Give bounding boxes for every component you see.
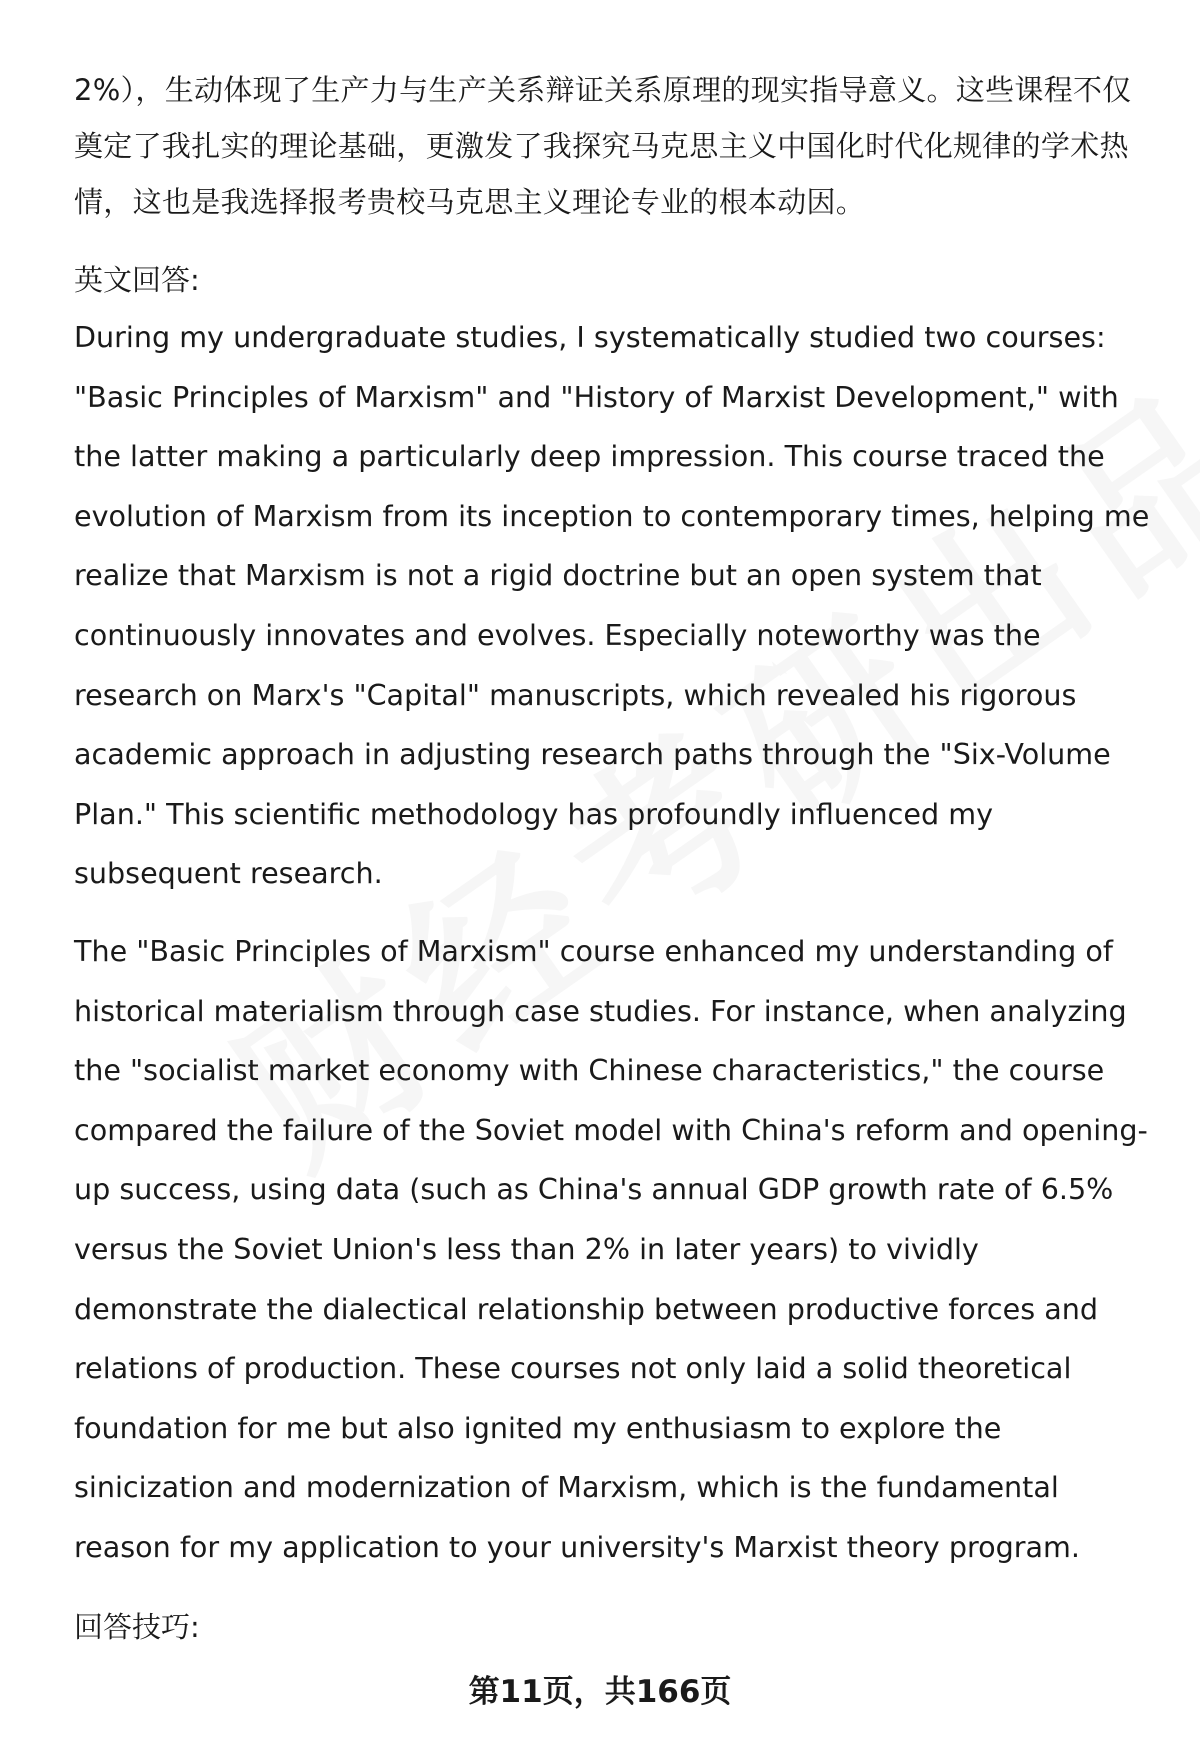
english-answer-paragraph-2: The "Basic Principles of Marxism" course enhanced my understanding of historical materialism through case studies. For instance, when analyzing the "socialist market economy with Chinese characteristics," the course compared the failure of the Soviet model with China's reform and opening-up success, using data (such as China's annual GDP growth rate of 6.5% versus the Soviet Union's less than 2% in later years) to vividly demonstrate the dialectical relationship between productive forces and relations of production. These courses not only laid a solid theoretical foundation for me but also ignited my enthusiasm to explore the sinicization and modernization of Marxism, which is the fundamental reason for my application to your university's Marxist theory program. bbox=[74, 933, 1148, 1564]
english-answer-paragraph-1: During my undergraduate studies, I systematically studied two courses: "Basic Principles of Marxism" and "History of Marxist Development," with the latter making a particularly deep impression. This course traced the evolution of Marxism from its inception to contemporary times, helping me realize that Marxism is not a rigid doctrine but an open system that continuously innovates and evolves. Especially noteworthy was the research on Marx's "Capital" manuscripts, which revealed his rigorous academic approach in adjusting research paths through the "Six-Volume Plan." This scientific methodology has profoundly influenced my subsequent research. bbox=[74, 320, 1150, 891]
page-number-footer: 第11页，共166页 bbox=[468, 1674, 732, 1710]
chinese-answer-paragraph: 2%），生动体现了生产力与生产关系辩证关系原理的现实指导意义。这些课程不仅奠定了我扎实的理论基础，更激发了我探究马克思主义中国化时代化规律的学术热情，这也是我选择报考贵校马克思主义理论专业的根本动因。 bbox=[74, 73, 1132, 219]
answer-tips-label: 回答技巧: bbox=[74, 1610, 200, 1645]
english-answer-label: 英文回答: bbox=[74, 263, 200, 297]
document-page bbox=[74, 62, 1154, 1655]
